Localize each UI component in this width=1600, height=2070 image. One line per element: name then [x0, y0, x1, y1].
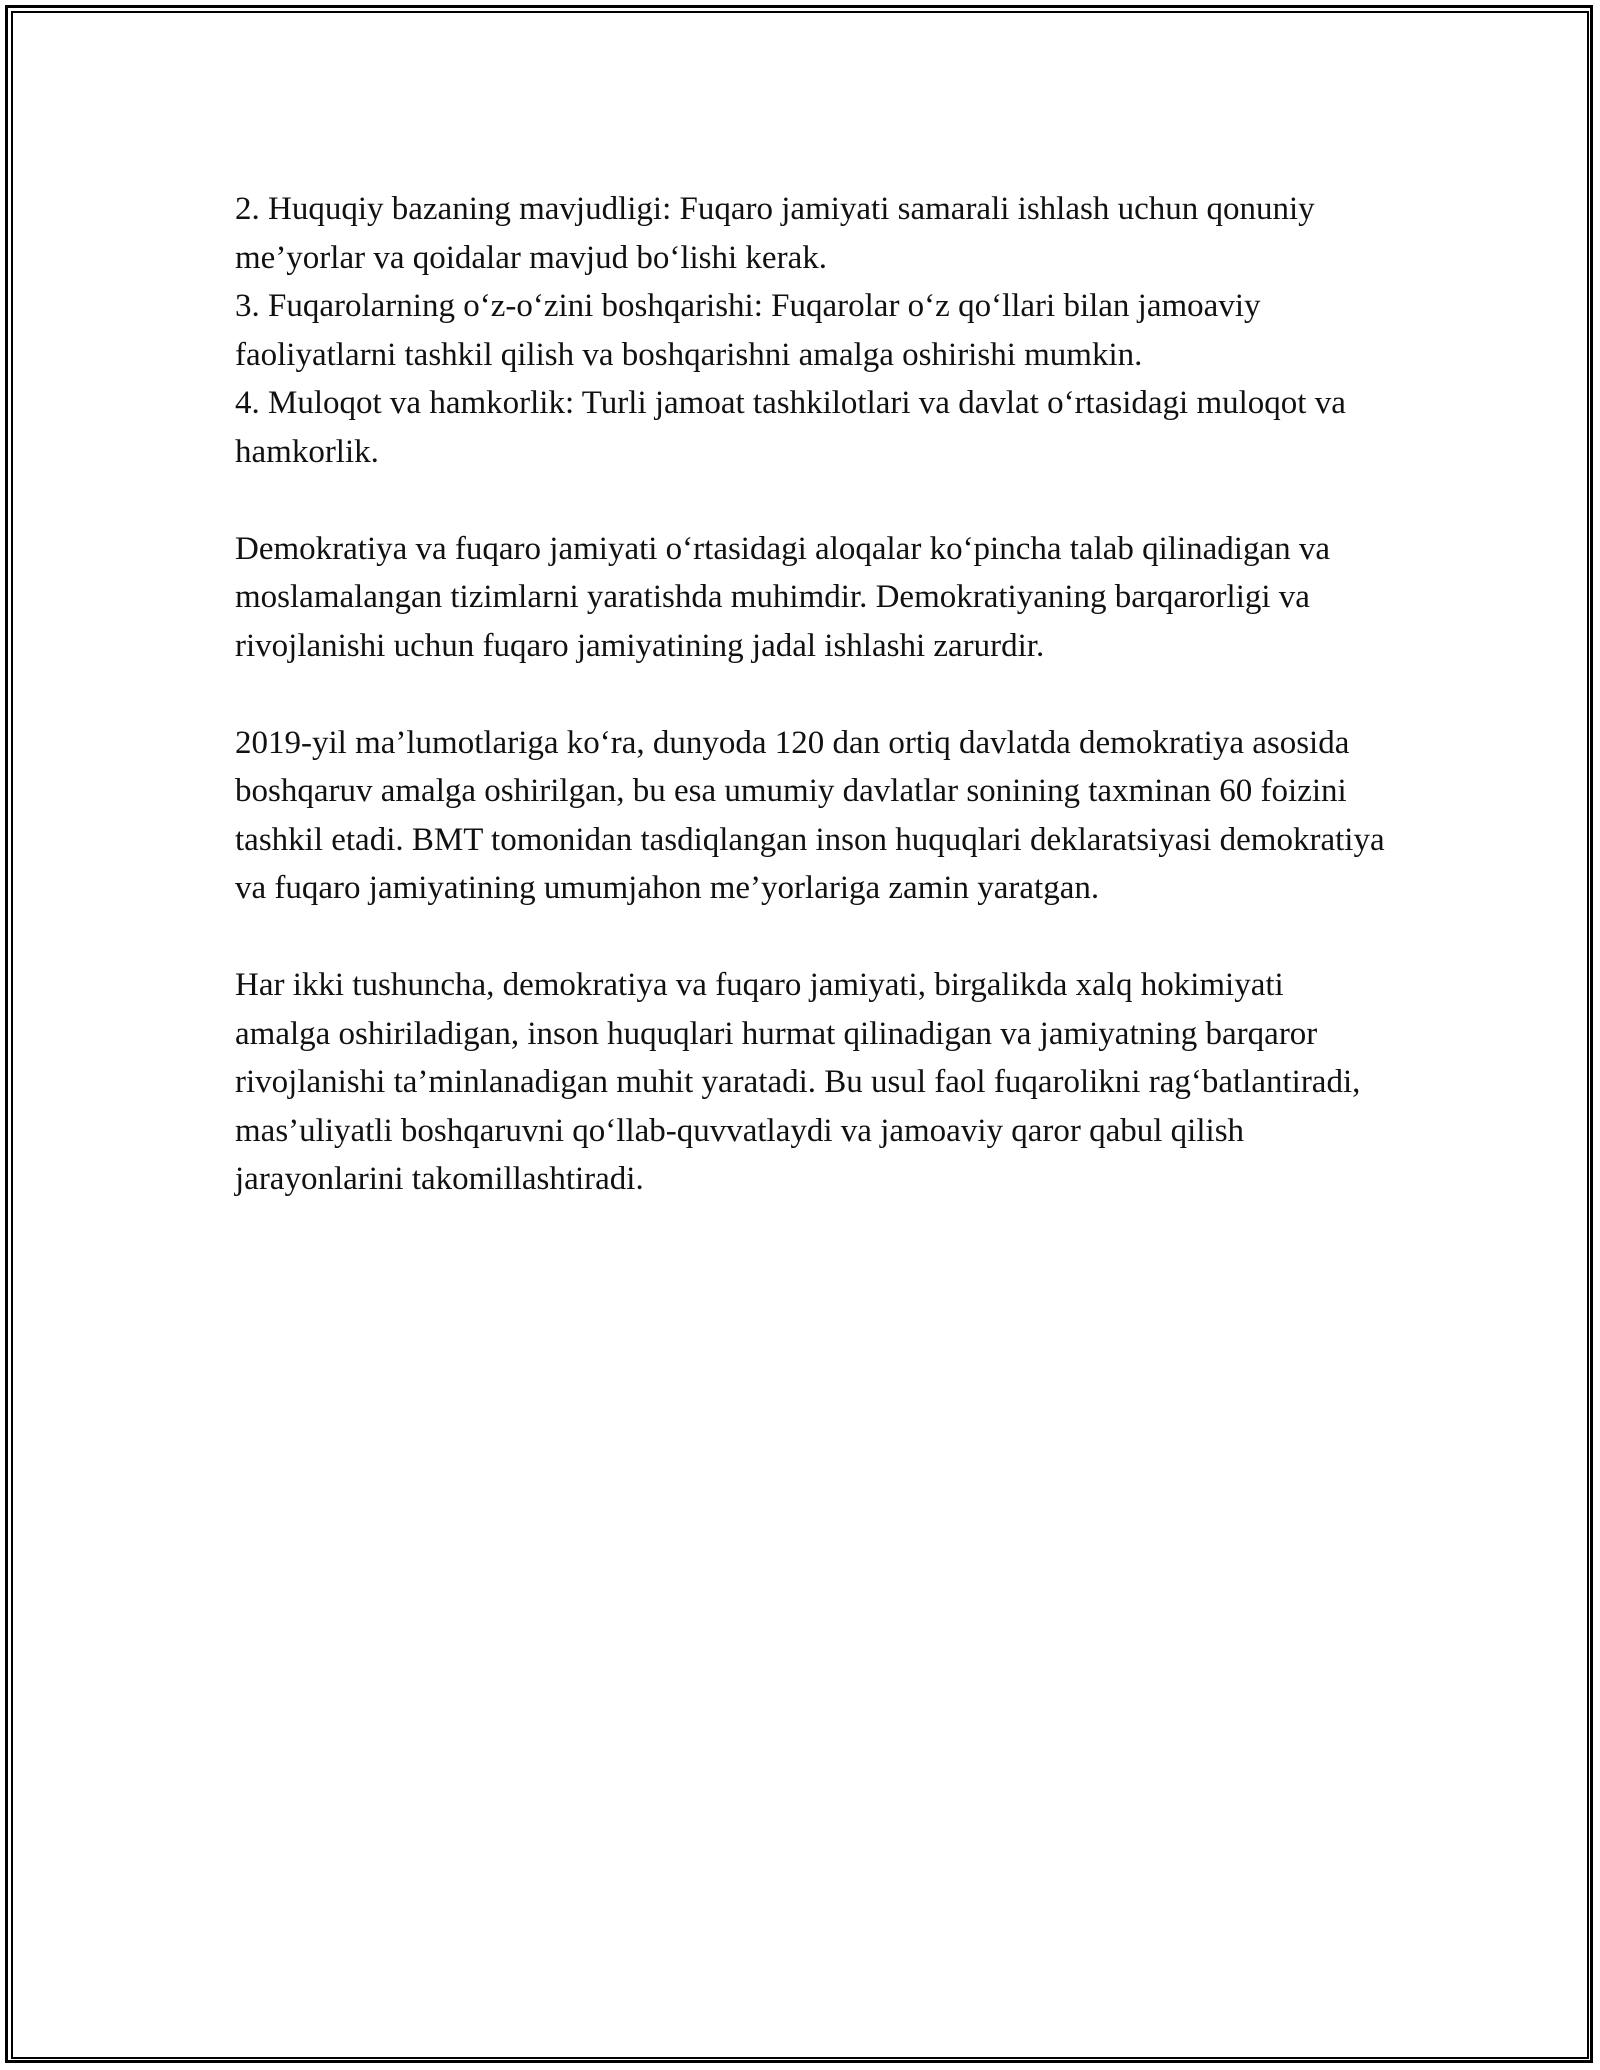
list-item-dialogue: 4. Muloqot va hamkorlik: Turli jamoat tashkilotlari va davlat o‘rtasidagi muloqot va hamkorlik.: [235, 385, 1346, 470]
list-item-legal-base: 2. Huquqiy bazaning mavjudligi: Fuqaro jamiyati samarali ishlash uchun qonuniy me’yorlar va qoidalar mavjud bo‘lishi kerak.: [235, 191, 1315, 276]
document-body: [235, 185, 1385, 1204]
list-item-self-governance: 3. Fuqarolarning o‘z-o‘zini boshqarishi: Fuqarolar o‘z qo‘llari bilan jamoaviy faoliyatlarni tashkil qilish va boshqarishni amalga oshirishi mumkin.: [235, 288, 1261, 373]
paragraph-statistics: 2019-yil ma’lumotlariga ko‘ra, dunyoda 120 dan ortiq davlatda demokratiya asosida boshqaruv amalga oshirilgan, bu esa umumiy davlatlar sonining taxminan 60 foizini tashkil etadi. BMT tomonidan tasdiqlangan inson huquqlari deklaratsiyasi demokratiya va fuqaro jamiyatining umumjahon me’yorlariga zamin yaratgan.: [235, 724, 1385, 906]
paragraph-conclusion: Har ikki tushuncha, demokratiya va fuqaro jamiyati, birgalikda xalq hokimiyati amalga oshiriladigan, inson huquqlari hurmat qilinadigan va jamiyatning barqaror rivojlanishi ta’minlanadigan muhit yaratadi. Bu usul faol fuqarolikni rag‘batlantiradi, mas’uliyatli boshqaruvni qo‘llab-quvvatlaydi va jamoaviy qaror qabul qilish jarayonlarini takomillashtiradi.: [235, 967, 1361, 1197]
paragraph-relations: Demokratiya va fuqaro jamiyati o‘rtasidagi aloqalar ko‘pincha talab qilinadigan va moslamalangan tizimlarni yaratishda muhimdir. Demokratiyaning barqarorligi va rivojlanishi uchun fuqaro jamiyatining jadal ishlashi zarurdir.: [235, 530, 1331, 664]
